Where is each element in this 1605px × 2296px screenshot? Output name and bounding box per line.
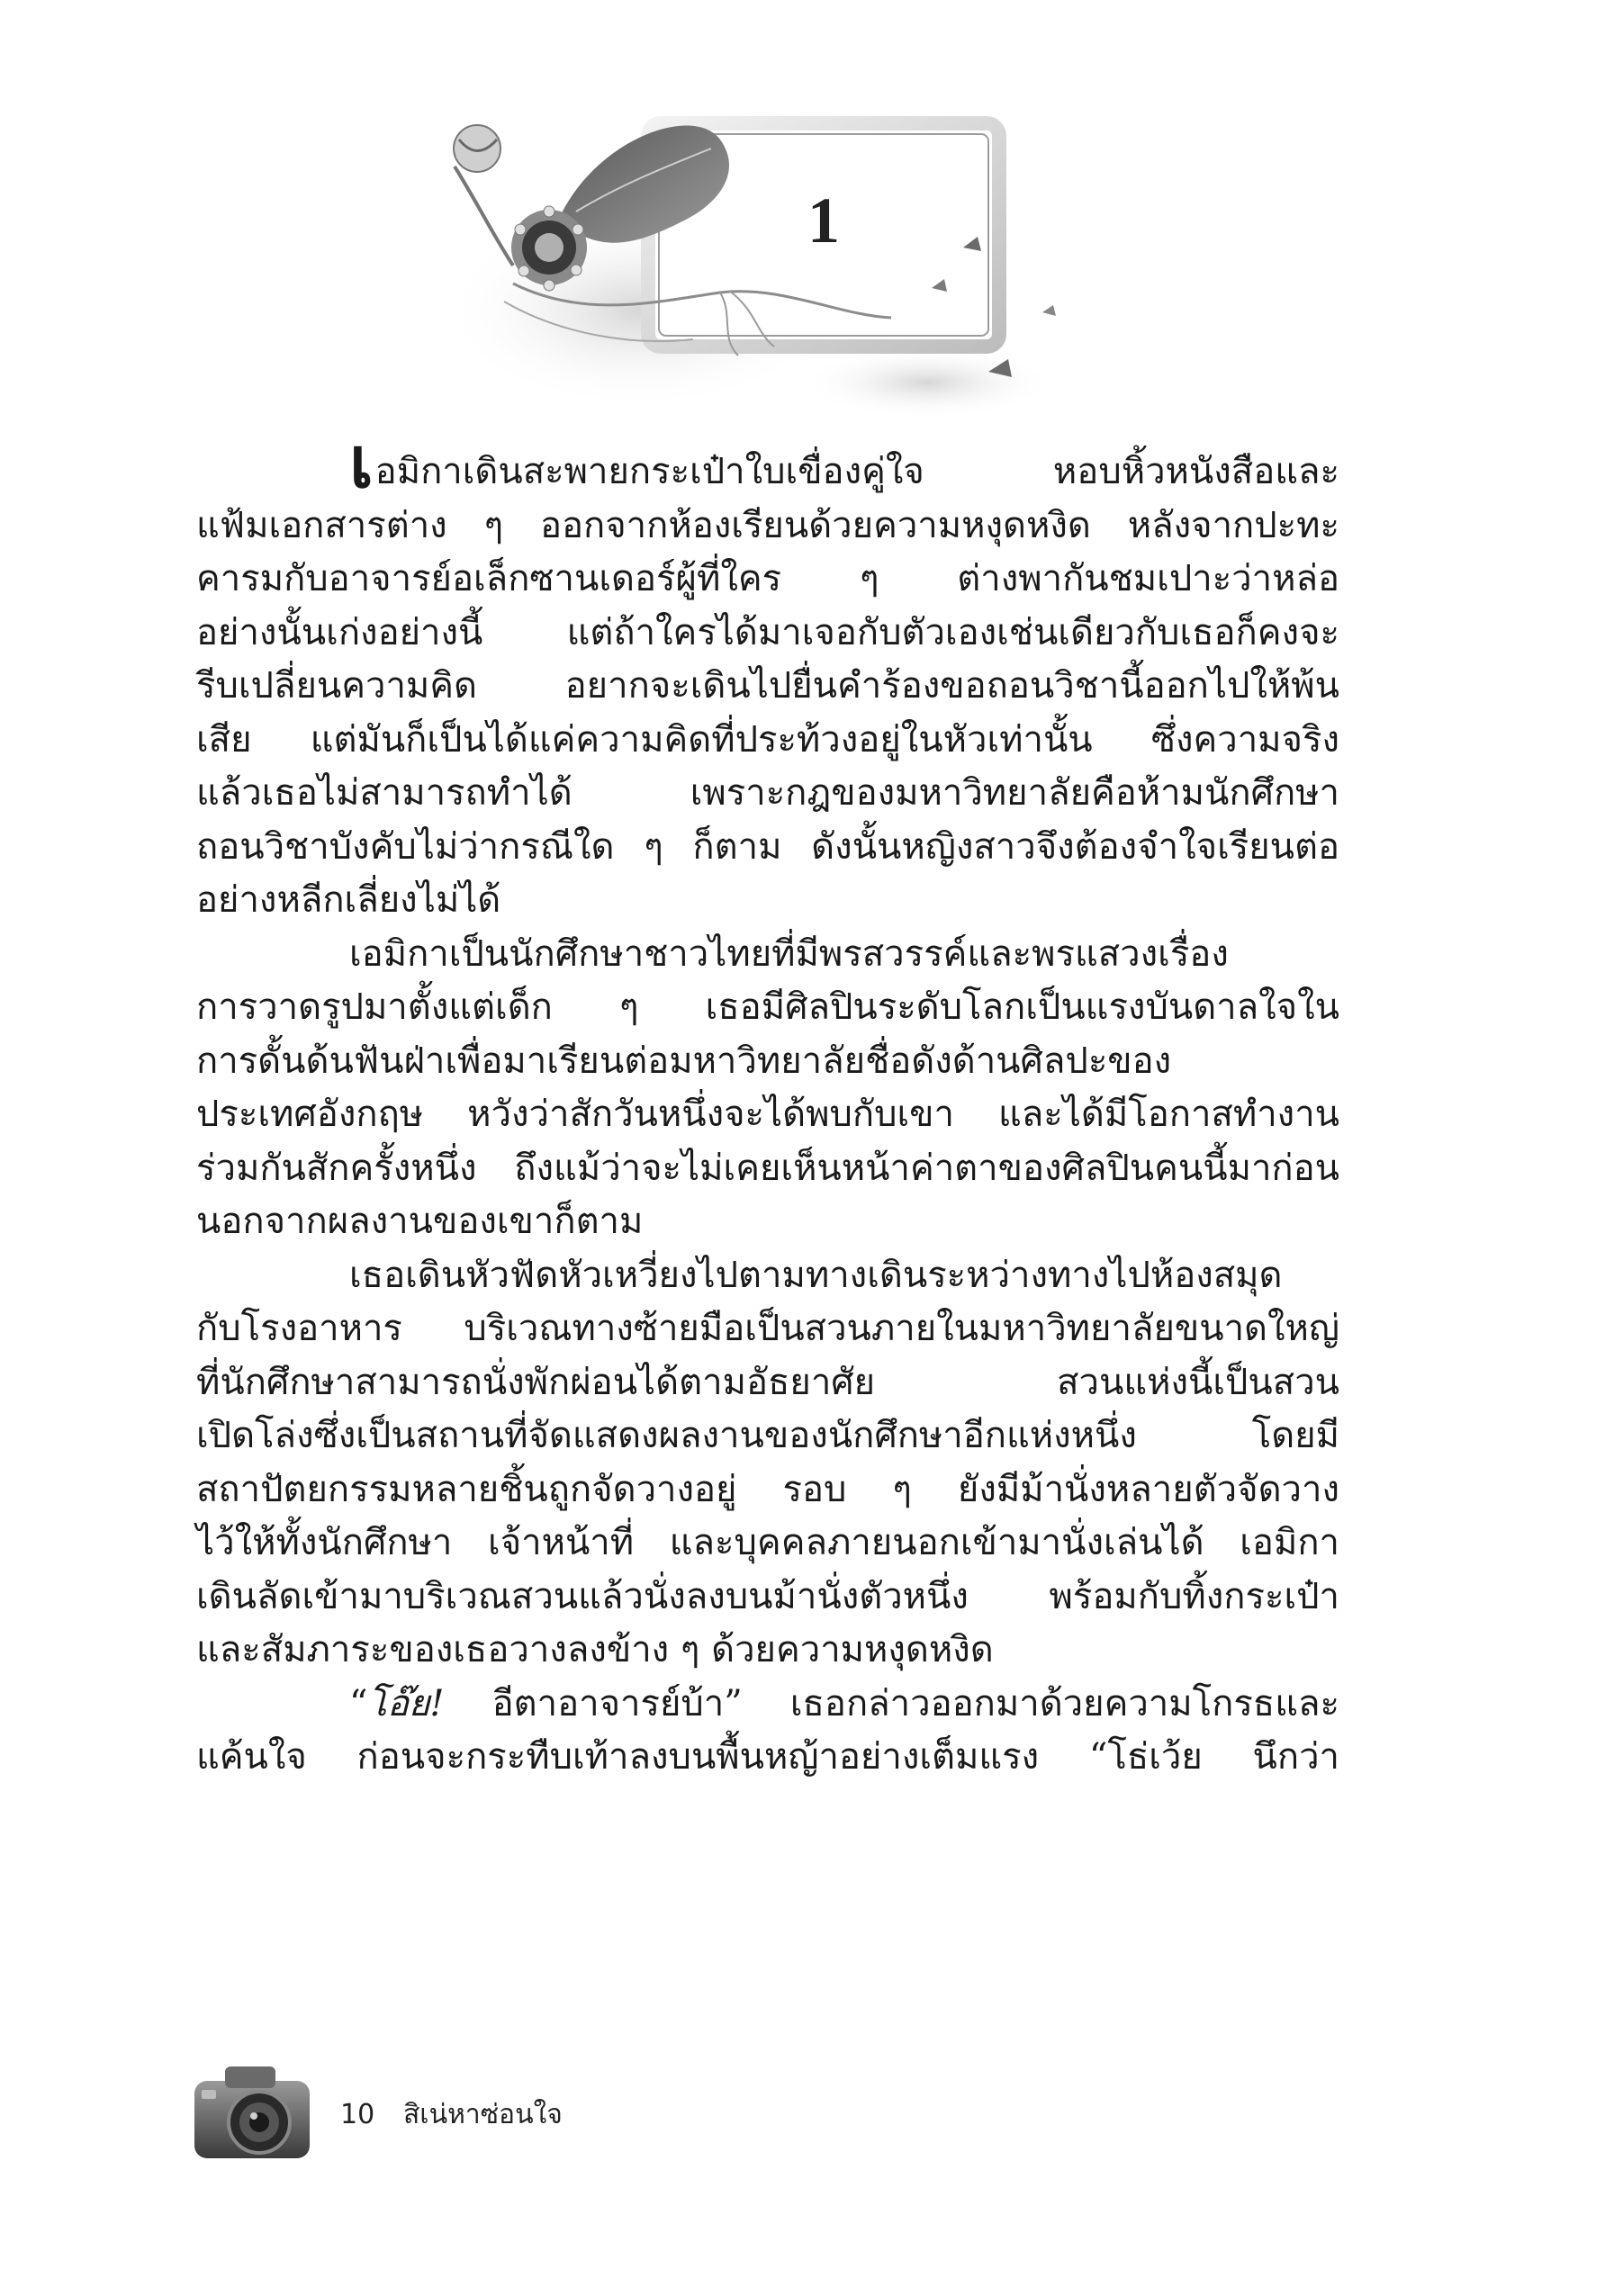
text-line: คารมกับอาจารย์อเล็กซานเดอร์ผู้ที่ใคร ๆ ต่างพากันชมเปาะว่าหล่อ xyxy=(196,558,1339,599)
text-line: แล้วเธอไม่สามารถทำได้ เพราะกฎของมหาวิทยาลัยคือห้ามนักศึกษา xyxy=(196,772,1339,814)
text-line: การดั้นด้นฟันฝ่าเพื่อมาเรียนต่อมหาวิทยาลัยชื่อดังด้านศิลปะของ xyxy=(196,1040,1172,1082)
text-line: เปิดโล่งซึ่งเป็นสถานที่จัดแสดงผลงานของนักศึกษาอีกแห่งหนึ่ง โดยมี xyxy=(196,1415,1339,1456)
chapter-number: 1 xyxy=(807,185,840,257)
text-line: อย่างนั้นเก่งอย่างนี้ แต่ถ้าใครได้มาเจอกับตัวเองเช่นเดียวกับเธอก็คงจะ xyxy=(196,611,1339,653)
chapter-header-illustration xyxy=(423,86,1071,428)
text-line: การวาดรูปมาตั้งแต่เด็ก ๆ เธอมีศิลปินระดับโลกเป็นแรงบันดาลใจใน xyxy=(196,986,1339,1028)
text-line: และสัมภาระของเธอวางลงข้าง ๆ ด้วยความหงุดหงิด xyxy=(196,1629,994,1670)
text-line: แค้นใจ ก่อนจะกระทืบเท้าลงบนพื้นหญ้าอย่างเต็มแรง “โธ่เว้ย นึกว่า xyxy=(196,1736,1339,1778)
text-line: รีบเปลี่ยนความคิด อยากจะเดินไปยื่นคำร้องขอถอนวิชานี้ออกไปให้พ้น xyxy=(196,665,1339,707)
book-title: สิเน่หาซ่อนใจ xyxy=(403,2099,563,2130)
text-line: กับโรงอาหาร บริเวณทางซ้ายมือเป็นสวนภายในมหาวิทยาลัยขนาดใหญ่ xyxy=(196,1308,1339,1349)
text-line: ที่นักศึกษาสามารถนั่งพักผ่อนได้ตามอัธยาศัย สวนแห่งนี้เป็นสวน xyxy=(196,1361,1339,1403)
text-line: เอมิกาเป็นนักศึกษาชาวไทยที่มีพรสวรรค์และพรแสวงเรื่อง xyxy=(349,932,1229,975)
drop-cap: เ xyxy=(349,423,374,504)
text-line: นอกจากผลงานของเขาก็ตาม xyxy=(196,1201,644,1242)
text-line: แฟ้มเอกสารต่าง ๆ ออกจากห้องเรียนด้วยความหงุดหงิด หลังจากปะทะ xyxy=(196,504,1339,546)
text-line: เสีย แต่มันก็เป็นได้แค่ความคิดที่ประท้วงอยู่ในหัวเท่านั้น ซึ่งความจริง xyxy=(196,718,1339,761)
text-line: ร่วมกันสักครั้งหนึ่ง ถึงแม้ว่าจะไม่เคยเห็นหน้าค่าตาของศิลปินคนนี้มาก่อน xyxy=(196,1147,1339,1189)
page-footer xyxy=(189,2052,729,2187)
page-number: 10 xyxy=(340,2099,375,2130)
text-line: “โอ๊ย! อีตาอาจารย์บ้า” เธอกล่าวออกมาด้วยความโกรธและ xyxy=(349,1682,1339,1724)
text-line: สถาปัตยกรรมหลายชิ้นถูกจัดวางอยู่ รอบ ๆ ยังมีม้านั่งหลายตัวจัดวาง xyxy=(196,1468,1339,1510)
text-line: อย่างหลีกเลี่ยงไม่ได้ xyxy=(196,879,501,921)
text-line: ประเทศอังกฤษ หวังว่าสักวันหนึ่งจะได้พบกับเขา และได้มีโอกาสทำงาน xyxy=(196,1094,1339,1135)
camera-icon xyxy=(189,2052,315,2169)
paragraph-1 xyxy=(196,423,1339,928)
text-line: ไว้ให้ทั้งนักศึกษา เจ้าหน้าที่ และบุคคลภายนอกเข้ามานั่งเล่นได้ เอมิกา xyxy=(196,1522,1339,1563)
chapter-body xyxy=(196,423,1339,1785)
paragraph-2 xyxy=(196,928,1339,1249)
text-line: เอมิกาเดินสะพายกระเป๋าใบเขื่องคู่ใจ หอบหิ้วหนังสือและ xyxy=(349,423,1339,504)
paragraph-3 xyxy=(196,1249,1339,1678)
text-line: เธอเดินหัวฟัดหัวเหวี่ยงไปตามทางเดินระหว่างทางไปห้องสมุด xyxy=(349,1254,1283,1296)
decorative-frame-icon xyxy=(423,86,1071,428)
text-line: ถอนวิชาบังคับไม่ว่ากรณีใด ๆ ก็ตาม ดังนั้นหญิงสาวจึงต้องจำใจเรียนต่อ xyxy=(196,825,1339,868)
paragraph-4 xyxy=(196,1678,1339,1785)
exclamation: โอ๊ย! xyxy=(367,1682,445,1724)
text-line: เดินลัดเข้ามาบริเวณสวนแล้วนั่งลงบนม้านั่งตัวหนึ่ง พร้อมกับทิ้งกระเป๋า xyxy=(196,1575,1339,1617)
